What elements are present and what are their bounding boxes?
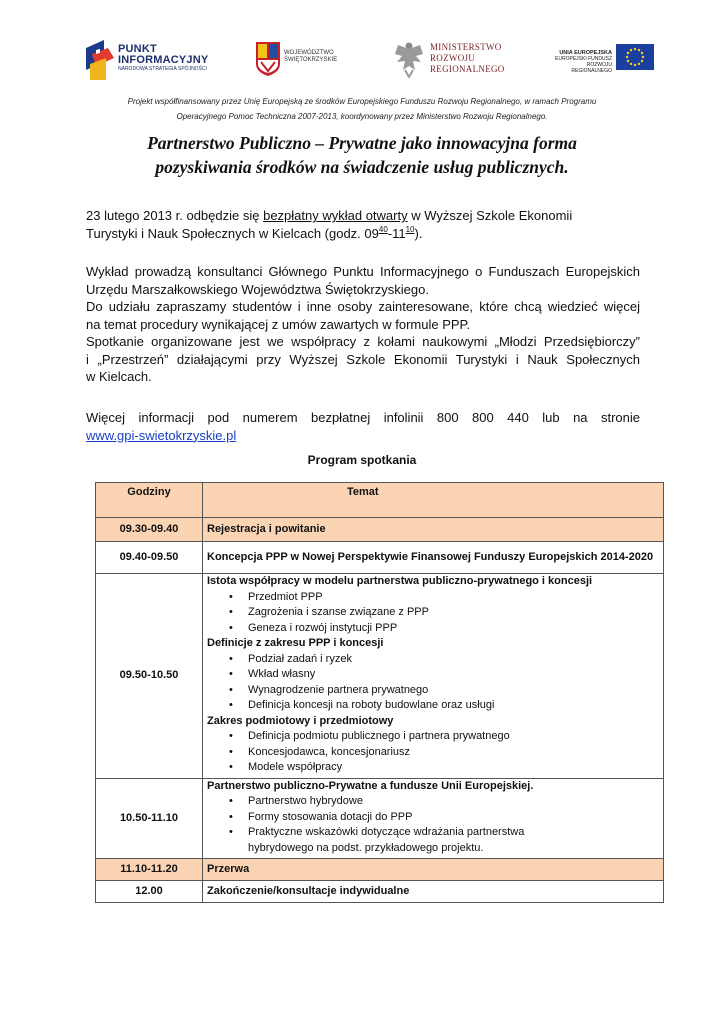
ue-line1: UNIA EUROPEJSKA (559, 50, 612, 56)
program-table (95, 482, 664, 903)
section-heading: Partnerstwo publiczno-Prywatne a fundusze Unii Europejskiej. (207, 779, 534, 792)
row-topic: Koncepcja PPP w Nowej Perspektywie Finansowej Funduszy Europejskich 2014-2020 (203, 542, 664, 574)
intro-part3: Turystyki i Nauk Społecznych w Kielcach (godz. 09 (86, 225, 379, 241)
body-line7: w Kielcach. (86, 369, 152, 384)
row-time: 09.50-10.50 (96, 574, 203, 779)
section-heading: Zakres podmiotowy i przedmiotowy (207, 714, 394, 727)
body-line2: Urzędu Marszałkowskiego Województwa Świętokrzyskiego. (86, 281, 429, 297)
body-paragraph (86, 263, 640, 386)
row-time: 10.50-11.10 (96, 778, 203, 859)
row-topic (203, 574, 664, 779)
punkt-line1: PUNKT (118, 43, 157, 55)
header-time: Godziny (96, 483, 203, 518)
intro-end: ). (414, 225, 423, 241)
free-lecture-text: bezpłatny wykład otwarty (263, 208, 408, 223)
list-item: • Zagrożenia i szanse związane z PPP (248, 605, 659, 621)
document-title (60, 131, 664, 179)
eagle-emblem-icon (394, 40, 424, 78)
section-heading: Istota współpracy w modelu partnerstwa publiczno-prywatnego i koncesji (207, 575, 593, 587)
list-item: • Praktyczne wskazówki dotyczące wdrażania partnerstwa hybrydowego na podst. przykładowego projektu. (248, 825, 589, 856)
row-time: 12.00 (96, 881, 203, 903)
wojewodztwo-shield-icon (256, 42, 280, 76)
row-topic: Zakończenie/konsultacje indywidualne (203, 881, 664, 903)
list-item: • Wkład własny (248, 667, 659, 683)
website-link[interactable]: www.gpi-swietokrzyskie.pl (86, 427, 237, 443)
logo-strip (0, 38, 724, 84)
list-item: • Geneza i rozwój instytucji PPP (248, 621, 659, 637)
punkt-informacyjny-icon (86, 40, 114, 80)
wojewodztwo-line2: ŚWIĘTOKRZYSKIE (284, 57, 338, 63)
punkt-sub: NARODOWA STRATEGIA SPÓJNOŚCI (118, 66, 207, 72)
list-item: • Partnerstwo hybrydowe (248, 794, 589, 810)
table-row (96, 542, 664, 574)
list-item: • Definicja podmiotu publicznego i partnera prywatnego (248, 729, 659, 745)
body-line5: Spotkanie organizowane jest we współpracy z kołami naukowymi „Młodzi Przedsiębiorczy” (86, 334, 640, 349)
ue-line3: ROZWOJU REGIONALNEGO (571, 62, 612, 74)
row-time: 09.30-09.40 (96, 518, 203, 542)
title-line1: Partnerstwo Publiczno – Prywatne jako innowacyjna forma (147, 133, 577, 153)
row-topic (203, 778, 664, 859)
list-item: • Definicja koncesji na roboty budowlane oraz usługi (248, 698, 659, 714)
info-paragraph (86, 409, 640, 444)
body-line6: i „Przestrzeń” działającymi przy Wyższej Szkole Ekonomii Turystyki i Nauk Społecznych (86, 351, 640, 367)
ministerstwo-line3: REGIONALNEGO (430, 64, 505, 74)
list-item: • Przedmiot PPP (248, 590, 659, 606)
ue-line2: EUROPEJSKI FUNDUSZ (555, 56, 612, 62)
cofinancing-line2: Operacyjnego Pomoc Techniczna 2007-2013, koordynowany przez Ministerstwo Rozwoju Regionalnego. (176, 112, 548, 121)
list-item: • Koncesjodawca, koncesjonariusz (248, 745, 659, 761)
time-start-sup: 40 (378, 224, 388, 234)
body-line1: Wykład prowadzą konsultanci Głównego Punktu Informacyjnego o Funduszach Europejskich (86, 264, 640, 279)
table-header-row (96, 483, 664, 518)
program-title: Program spotkania (307, 453, 417, 467)
intro-part2: w Wyższej Szkole Ekonomii (407, 208, 573, 223)
unia-europejska-logo (548, 38, 654, 84)
bullet-list (207, 652, 659, 714)
header-topic: Temat (203, 483, 664, 518)
bullet-list (207, 794, 659, 856)
wojewodztwo-logo (256, 38, 356, 84)
list-item: • Formy stosowania dotacji do PPP (248, 810, 589, 826)
cofinancing-line1: Projekt współfinansowany przez Unię Europejską ze środków Europejskiego Funduszu Rozwoju Regionalnego, w ramach Programu (127, 97, 597, 106)
list-item: • Modele współpracy (248, 760, 659, 776)
bullet-list (207, 590, 659, 637)
table-row (96, 574, 664, 779)
punkt-line2: INFORMACYJNY (118, 54, 209, 66)
table-row (96, 518, 664, 542)
row-time: 09.40-09.50 (96, 542, 203, 574)
time-dash: -11 (387, 225, 406, 241)
title-line2: pozyskiwania środków na świadczenie usług publicznych. (155, 157, 569, 177)
row-topic: Przerwa (203, 859, 664, 881)
eu-flag-icon (616, 44, 654, 70)
row-time: 11.10-11.20 (96, 859, 203, 881)
bullet-list (207, 729, 659, 776)
row-topic: Rejestracja i powitanie (203, 518, 664, 542)
intro-paragraph (86, 207, 640, 242)
time-end-sup: 10 (405, 224, 415, 234)
list-item: • Podział zadań i ryzek (248, 652, 659, 668)
body-line4: na temat procedury wynikającej z umów zawartych w formule PPP. (86, 316, 471, 332)
section-heading: Definicje z zakresu PPP i koncesji (207, 637, 384, 649)
info-text: Więcej informacji pod numerem bezpłatnej infolinii 800 800 440 lub na stronie (86, 410, 640, 425)
table-row (96, 881, 664, 903)
intro-part1: 23 lutego 2013 r. odbędzie się (86, 208, 264, 223)
ministerstwo-line1: MINISTERSTWO (430, 42, 502, 52)
punkt-informacyjny-logo (86, 38, 214, 84)
table-row (96, 778, 664, 859)
wojewodztwo-line1: WOJEWÓDZTWO (284, 50, 334, 56)
ministerstwo-line2: ROZWOJU (430, 53, 476, 63)
body-line3: Do udziału zapraszamy studentów i inne osoby zainteresowane, które chcą wiedzieć więcej (86, 299, 640, 314)
table-row (96, 859, 664, 881)
cofinancing-note (60, 94, 664, 124)
ministerstwo-logo (394, 38, 534, 84)
list-item: • Wynagrodzenie partnera prywatnego (248, 683, 659, 699)
